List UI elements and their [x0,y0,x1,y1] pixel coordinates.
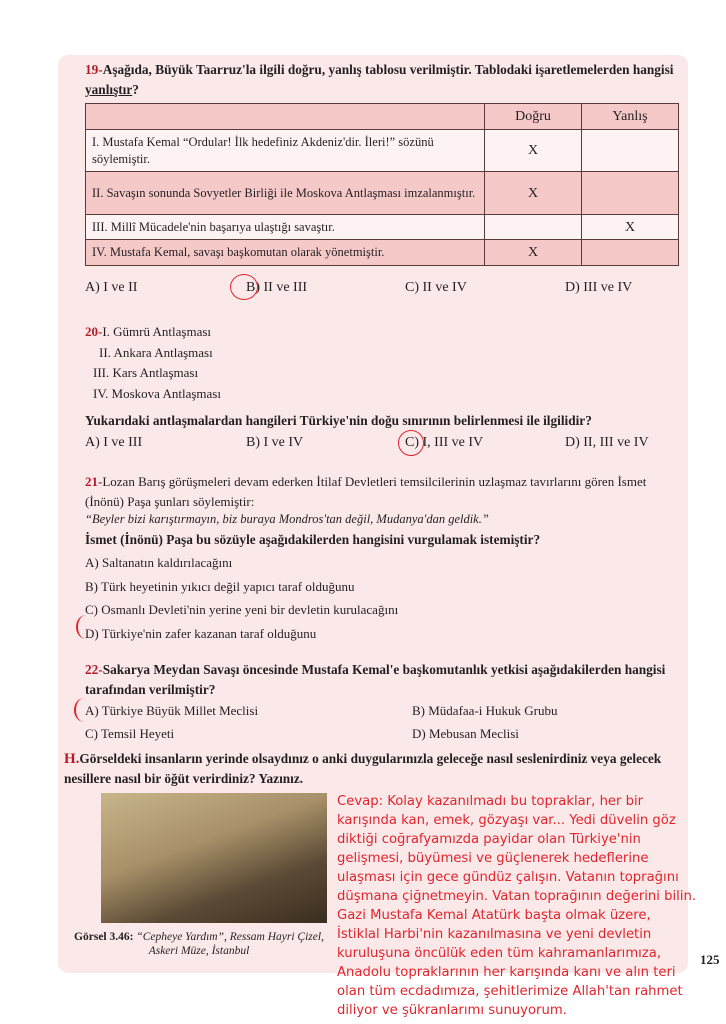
page-number: 125 [700,952,720,967]
question-number: 20- [85,324,103,339]
question-number: 21- [85,474,103,489]
painting-image [101,793,327,923]
quote: “Beyler bizi karıştırmayın, biz buraya Mondros'tan değil, Mudanya'dan geldik.” [85,512,489,526]
dogru-mark: X [485,130,582,172]
question-21-options [85,551,398,645]
activity-h [64,749,684,788]
dogru-mark [485,215,582,240]
option-d[interactable]: D) Mebusan Meclisi [412,726,519,741]
dogru-mark: X [485,172,582,215]
handwritten-answer: Cevap: Kolay kazanılmadı bu topraklar, her bir karışında kan, emek, gözyaşı var... Yedi düvelin göz diktiği coğrafyamızda payidar olan Türkiye'nin gelişmesi, büyümesi ve güçlenerek hedeflerine ulaşması için gece gündüz çalışın. Vatanın toprağını düşmana çiğnetmeyin. Vatan toprağının değerini bilin. Gazi Mustafa Kemal Atatürk başta olmak üzere, İstiklal Harbi'nin kazanılmasına ve yeni devletin kuruluşuna öncülük eden tüm kahramanlarımıza, Anadolu topraklarının her karışında kanı ve alın teri olan tüm ecdadımıza, şehitlerimize Allah'tan rahmet diliyor ve şükranlarımı sunuyorum. [337,794,697,1018]
question-22 [85,660,680,700]
row-statement: IV. Mustafa Kemal, savaşı başkomutan olarak yönetmiştir. [86,240,485,266]
question-20-text: Yukarıdaki antlaşmalardan hangileri Türkiye'nin doğu sınırının belirlenmesi ile ilgilidir? [85,413,592,428]
list-item: II. Ankara Antlaşması [99,344,213,360]
underlined-word: yanlıştır [85,82,133,97]
header-cell [86,104,485,130]
header-dogru: Doğru [485,104,582,130]
question-21 [85,472,680,512]
option-b[interactable]: B) II ve III [246,280,308,295]
question-21-text: İsmet (İnönü) Paşa bu sözüyle aşağıdakilerden hangisini vurgulamak istemiştir? [85,532,541,547]
row-statement: I. Mustafa Kemal “Ordular! İlk hedefiniz Akdeniz'dir. İleri!” sözünü söylemiştir. [86,130,485,172]
answer-circle [398,430,424,456]
list-item: IV. Moskova Antlaşması [93,385,221,401]
question-19 [85,60,685,100]
question-number: 22- [85,662,103,677]
list-item: I. Gümrü Antlaşması [102,324,212,339]
yanlis-mark [582,240,679,266]
option-c[interactable]: C) I, III ve IV [405,435,484,450]
yanlis-mark [582,172,679,215]
row-statement: II. Savaşın sonunda Sovyetler Birliği ile Moskova Antlaşması imzalanmıştır. [86,172,485,215]
option-c[interactable]: C) Osmanlı Devleti'nin yerine yeni bir devletin kurulacağını [85,602,399,617]
punct: ? [132,82,139,97]
answer-circle [230,274,258,300]
yanlis-mark [582,130,679,172]
option-d[interactable]: D) III ve IV [565,280,633,295]
question-number: 19- [85,62,103,77]
question-20-list [85,322,221,404]
option-a[interactable]: A) I ve III [85,435,143,450]
option-b[interactable]: B) Müdafaa-i Hukuk Grubu [412,703,558,718]
option-d[interactable]: D) Türkiye'nin zafer kazanan taraf olduğunu [85,625,317,641]
question-text: Sakarya Meydan Savaşı öncesinde Mustafa Kemal'e başkomutanlık yetkisi aşağıdakilerden hangisi tarafından verilmiştir? [85,662,666,697]
option-c[interactable]: C) Temsil Heyeti [85,726,175,741]
option-d[interactable]: D) II, III ve IV [565,435,649,450]
question-text: Aşağıda, Büyük Taarruz'la ilgili doğru, yanlış tablosu verilmiştir. Tablodaki işaretlemelerden hangisi [102,62,674,77]
option-b[interactable]: B) Türk heyetinin yıkıcı değil yapıcı taraf olduğunu [85,578,355,594]
activity-letter: H. [64,751,80,767]
activity-text: Görseldeki insanların yerinde olsaydınız o anki duygularınızla geleceğe nasıl seslenirdiniz veya gelecek nesillere nasıl bir öğüt verirdiniz? Yazınız. [64,751,662,786]
caption-title: “Cepheye Yardım”, Ressam Hayri Çizel, [136,931,324,943]
caption-label: Görsel 3.46: [74,931,134,943]
header-yanlis: Yanlış [582,104,679,130]
yanlis-mark: X [582,215,679,240]
true-false-table [85,103,679,266]
option-c[interactable]: C) II ve IV [405,280,467,295]
image-caption [68,930,330,958]
caption-place: Askeri Müze, İstanbul [148,945,250,957]
answer-mark [74,698,94,722]
question-text: Lozan Barış görüşmeleri devam ederken İtilaf Devletleri temsilcilerinin uzlaşmaz tavırlarını gören İsmet (İnönü) Paşa şunları söylemiştir: [85,474,647,509]
row-statement: III. Millî Mücadele'nin başarıya ulaştığı savaştır. [86,215,485,240]
option-b[interactable]: B) I ve IV [246,435,304,450]
option-a[interactable]: A) Türkiye Büyük Millet Meclisi [85,703,259,718]
answer-mark [76,615,96,639]
option-a[interactable]: A) Saltanatın kaldırılacağını [85,555,233,570]
list-item: III. Kars Antlaşması [93,365,199,380]
option-a[interactable]: A) I ve II [85,280,138,295]
dogru-mark: X [485,240,582,266]
